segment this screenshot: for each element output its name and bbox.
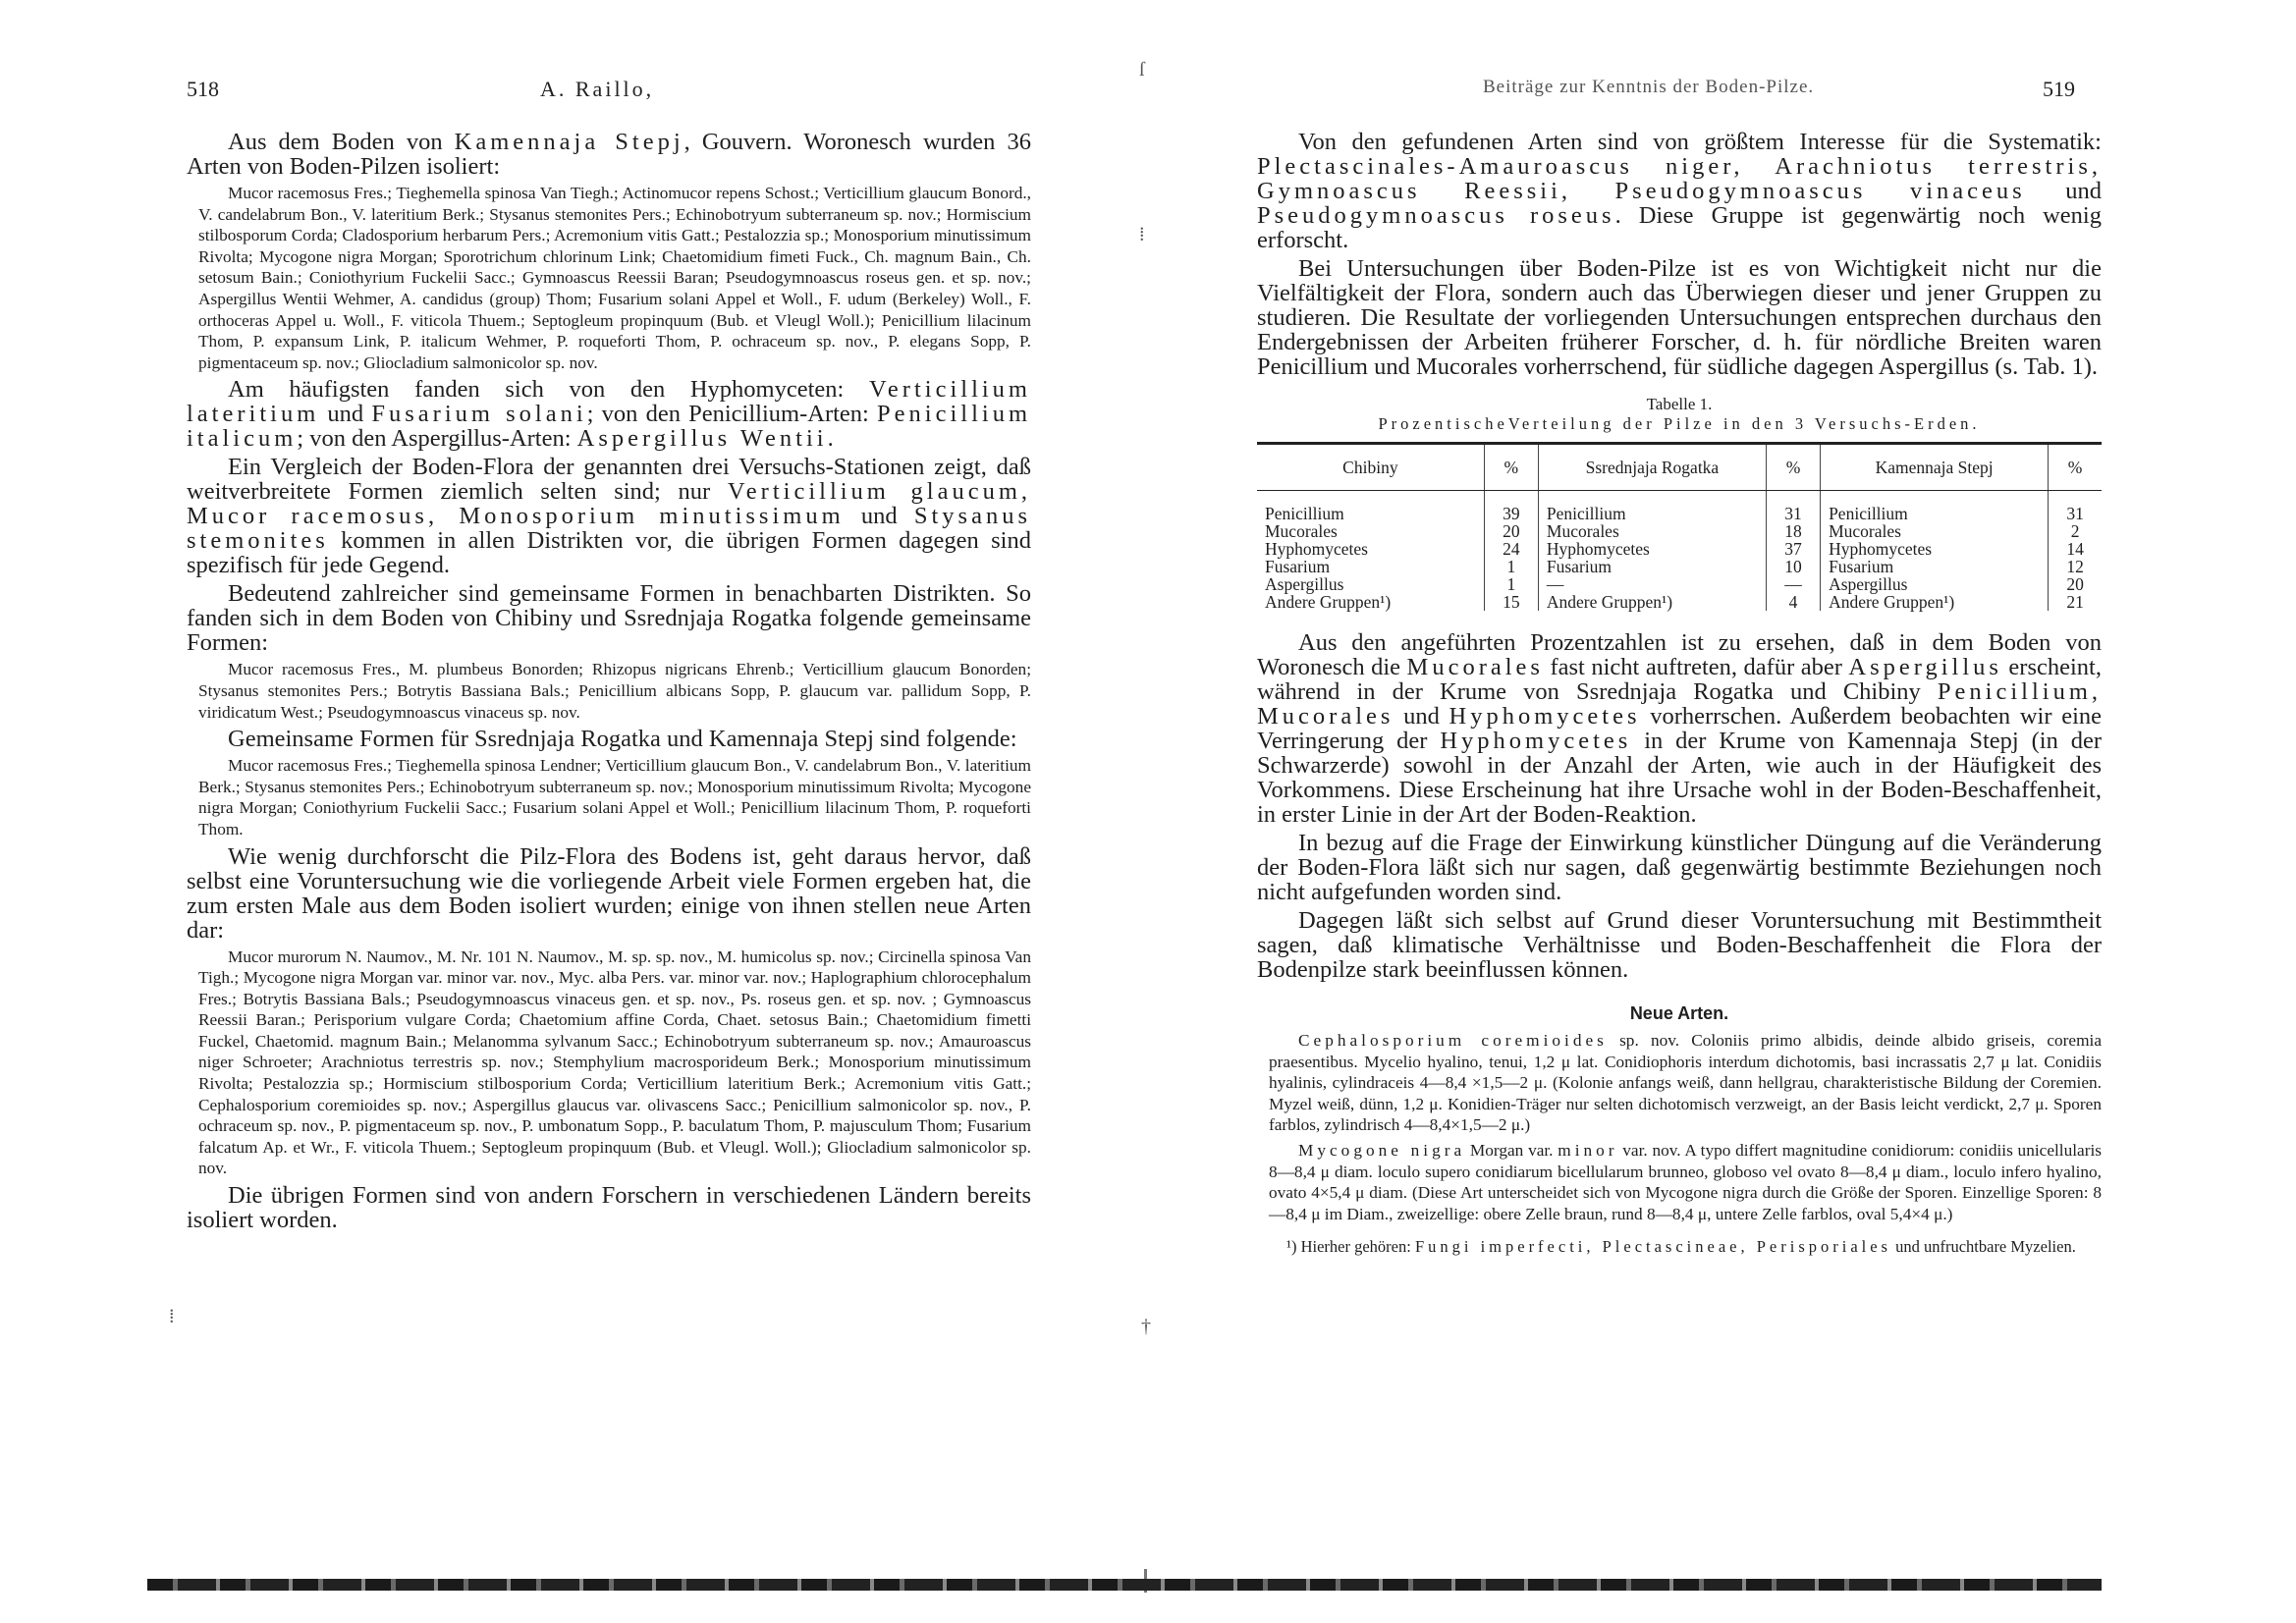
table-cell: — [1766,575,1820,593]
text-run: Aus dem Boden von [228,129,455,155]
text-run: Morgan var. [1465,1140,1558,1160]
table-cell: 31 [1766,491,1820,523]
left-page-number: 518 [187,77,219,101]
spaced-term: minor [1558,1140,1618,1160]
table-header-cell: Chibiny [1257,444,1484,491]
right-top-text [1257,130,2102,379]
table-cell: 31 [2049,491,2102,523]
body-paragraph [187,377,1031,451]
text-run: Wie wenig durchforscht die Pilz-Flora des Bodens ist, geht daraus hervor, daß selbst eine Voruntersuchung wie die vorliegende Arbeit viele Formen ergeben hat, die zum ersten Male aus dem Boden isoliert wurden; einige von ihnen stellen neue Arten dar: [187,842,1031,944]
table-cell: Fusarium [1821,558,2049,575]
table-cell: Penicillium [1538,491,1766,523]
table-header-cell: Ssrednjaja Rogatka [1538,444,1766,491]
table-cell: Fusarium [1265,557,1331,576]
table-cell: 14 [2049,540,2102,558]
spaced-term: Fungi imperfecti, Plectascineae, Perisporiales [1414,1237,1891,1257]
text-run: , Gouvern. Woronesch wurden 36 Arten von Boden-Pilzen isoliert: [187,129,1031,180]
table-cell: Penicillium [1821,491,2049,523]
spaced-term: Mycogone nigra [1298,1140,1466,1160]
text-run: Mucor racemosus Fres., M. plumbeus Bonorden; Rhizopus nigricans Ehrenb.; Verticillium glaucum Bonorden; Stysanus stemonites Pers.; Botrytis Bassiana Bals.; Penicillium albicans Sopp, P. glaucum var. pallidum Sopp, P. viridicatum West.; Pseudogymnoascus vinaceus sp. nov. [198,660,1031,722]
text-run: und [319,401,372,428]
body-paragraph [1257,908,2102,982]
table-cell: Aspergillus [1821,575,2049,593]
left-running-head: A. Raillo, [540,77,655,101]
spaced-term: Cephalosporium coremioides [1298,1031,1608,1050]
text-run: ; von den Aspergillus-Arten: [297,425,577,453]
spaced-term: Verticillium glaucum, Mucor racemosus, Monosporium minutissimum [187,478,1031,530]
text-run: Ein Vergleich der Boden-Flora der genannten drei Versuchs-Stationen zeigt, daß weitverbreitete Formen ziemlich selten sind; nur [187,454,1031,506]
spaced-term: Penicillium, Mucorales [1257,678,2102,730]
species-list-paragraph [1257,1140,2102,1224]
species-list-paragraph [1257,1030,2102,1136]
spaced-term: Fusarium solani [371,401,587,428]
text-run: Bedeutend zahlreicher sind gemeinsame Formen in benachbarten Distrikten. So fanden sich in dem Boden von Chibiny und Ssrednjaja Rogatka folgende gemeinsame Formen: [187,580,1031,657]
text-run: und unfruchtbare Myzelien. [1890,1237,2076,1257]
table-cell: Andere Gruppen¹) [1538,593,1766,611]
margin-mark: † [1141,1316,1151,1337]
table-cell: Fusarium [1538,558,1766,575]
text-run: Mucor murorum N. Naumov., M. Nr. 101 N. Naumov., M. sp. sp. nov., M. humicolus sp. nov.; Circinella spinosa Van Tigh.; Mycogone nigra Morgan var. minor var. nov., Myc. alba Pers. var. minor var. nov.; Haplographium chlorocephalum Fres.; Botrytis Bassiana Bals.; Pseudogymnoascus vinaceus gen. et sp. nov., Ps. roseus gen. et sp. nov. ; Gymnoascus Reessii Baran.; Perisporium vulgare Corda; Chaetomium affine Corda, Chaet. setosus Bain.; Chaetomidium fimetti Fuckel, Chaetomid. magnum Bain.; Melanomma sylvanum Sacc.; Echinobotryum subterraneum sp. nov.; Amauroascus niger Schroeter; Arachniotus terrestris sp. nov.; Stemphylium macrosporideum Berk.; Monosporium minutissimum Rivolta; Pestalozzia sp.; Hormiscium stilbosporium Corda; Verticillium lateritium Berk.; Acremonium vitis Gatt.; Cephalosporium coremioides sp. nov.; Aspergillus glaucus var. olivascens Sacc.; Penicillium salmonicolor sp. nov., P. ochraceum sp. nov., P. pigmentaceum sp. nov., P. umbonatum Sopp., P. baculatum Thom, P. majusculum Thom; Fusarium falcatum Ap. et Wr., F. viticola Thuem.; Septogleum propinquum (Bub. et Vleugl. Woll.); Gliocladium salmonicolor sp. nov. [198,947,1031,1178]
text-run: in der Krume von Kamennaja Stepj (in der Schwarzerde) sowohl in der Anzahl der Arten, wie auch in der Häufigkeit des Vorkommens. Diese Erscheinung hat ihre Ursache wohl in der Boden-Beschaffenheit, in erster Linie in der Art der Boden-Reaktion. [1257,728,2103,828]
table-cell: 10 [1766,558,1820,575]
table-cell: — [1538,575,1766,593]
body-paragraph [1257,256,2102,379]
table-cell: Hyphomycetes [1538,540,1766,558]
spaced-term: Hyphomycetes [1449,703,1641,730]
right-page-number: 519 [2043,77,2075,101]
table-cell: 4 [1766,593,1820,611]
species-list-paragraph [187,183,1031,373]
table-cell: 12 [2049,558,2102,575]
body-paragraph [187,581,1031,655]
table-cell: 2 [2049,522,2102,540]
spaced-term: Mucorales [1406,654,1544,680]
text-run: . [827,425,834,453]
new-species-text [1257,1030,2102,1224]
species-list-paragraph [187,755,1031,839]
table-header-row [1257,444,2102,491]
text-run: Mucor racemosus Fres.; Tieghemella spinosa Van Tiegh.; Actinomucor repens Schost.; Verticillium glaucum Bonord., V. candelabrum Bon., V. lateritium Berk.; Stysanus stemonites Pers.; Echinobotryum subterraneum sp. nov.; Hormiscium stilbosporum Corda; Cladosporium herbarum Pers.; Acremonium vitis Gatt.; Pestalozzia sp.; Monosporium minutissimum Rivolta; Mycogone nigra Morgan; Sporotrichum chlorinum Link; Chaetomidium fimeti Fuck., Ch. magnum Bain., Ch. setosum Bain.; Coniothyrium Fuckelii Sacc.; Gymnoascus Reessii Baran; Pseudogymnoascus roseus gen. et sp. nov.; Aspergillus Wentii Wehmer, A. candidus (group) Thom; Fusarium solani Appel et Woll., F. udum (Berkeley) Woll., F. orthoceras Appel u. Woll., F. viticola Thuem.; Septogleum propinquum (Bub. et Vleugl Woll.); Penicillium lilacinum Thom, P. expansum Link, P. italicum Wehmer, P. roqueforti Thom, P. ochraceum sp. nov., P. elegans Sopp, P. pigmentaceum sp. nov.; Gliocladium salmonicolor sp. nov. [198,184,1031,372]
text-run: Die übrigen Formen sind von andern Forschern in verschiedenen Ländern bereits isoliert worden. [187,1182,1031,1234]
spaced-term: Aspergillus [1848,654,2002,680]
text-run: sp. nov. Coloniis primo albidis, deinde albido griseis, coremia praesentibus. Mycelio hyalino, tenui, 1,2 μ lat. Conidiophoris interdum dichotomis, basi incrassatis 2,7 μ lat. Conidiis hyalinis, cylindraceis 4—8,4 ×1,5—2 μ. (Kolonie anfangs weiß, dann hellgrau, charakteristische Bildung der Coremien. Myzel weiß, dünn, 1,2 μ. Konidien-Träger nur selten dichotomisch verzweigt, an der Basis leicht verdickt, 2,7 μ. Sporen farblos, zylindrisch 4—8,4×1,5—2 μ.) [1269,1031,2103,1135]
table-row [1257,540,2102,558]
table-header-cell: % [1766,444,1820,491]
table-cell: Mucorales [1821,522,2049,540]
spaced-term: Plectascinales-Amauroascus niger, Arachniotus terrestris, Gymnoascus Reessii, Pseudogymnoascus vinaceus [1257,153,2102,204]
table-row [1257,593,2102,611]
text-run: und [2025,178,2103,204]
right-running-head: Beiträge zur Kenntnis der Boden-Pilze. [1483,77,1815,97]
body-paragraph [1257,130,2102,252]
table-cell: 20 [1484,522,1538,540]
body-paragraph [1257,630,2102,827]
text-run: Von den gefundenen Arten sind von größtem Interesse für die Systematik: [1298,129,2102,155]
scan-edge-bar [147,1579,2102,1591]
table-cell: 21 [2049,593,2102,611]
spaced-term: Penicillium italicum [187,401,1031,453]
body-paragraph [187,727,1031,751]
table-cell: 39 [1484,491,1538,523]
table-row [1257,558,2102,575]
species-list-paragraph [187,947,1031,1180]
table-cell: Andere Gruppen¹) [1265,592,1392,612]
text-run: und [844,503,914,530]
right-page-body [1257,126,2102,1257]
table-cell: Andere Gruppen¹) [1821,593,2049,611]
table-row [1257,575,2102,593]
table-row [1257,522,2102,540]
spaced-term: Aspergillus Wentii [576,425,828,453]
text-run: Bei Untersuchungen über Boden-Pilze ist es von Wichtigkeit nicht nur die Vielfältigkeit der Flora, sondern auch das Überwiegen dieser und jener Gruppen zu studieren. Die Resultate der vorliegenden Untersuchungen entsprechen durchaus den Endergebnissen der Arbeiten früherer Forscher, d. h. für nördliche Breiten waren Penicillium und Mucorales vorherrschend, für südliche dagegen Aspergillus (s. Tab. 1). [1257,255,2102,380]
footnote [1257,1236,2102,1257]
table-cell: Hyphomycetes [1265,539,1368,559]
table-cell: Mucorales [1265,521,1338,541]
text-run: Am häufigsten fanden sich von den Hyphomyceten: [228,376,869,404]
text-run: erscheint, während in der Krume von Ssrednjaja Rogatka und Chibiny [1257,654,2102,705]
margin-mark: ſ [1139,59,1145,81]
table-cell: Mucorales [1538,522,1766,540]
table-subtitle: ProzentischeVerteilung der Pilze in den 3 Versuchs-Erden. [1378,414,1981,433]
table-caption: Tabelle 1. [1646,395,1713,413]
body-paragraph [1257,831,2102,904]
table-cell: 1 [1484,558,1538,575]
table-cell: 18 [1766,522,1820,540]
body-paragraph [187,1183,1031,1232]
table-header-cell: Kamennaja Stepj [1821,444,2049,491]
text-run: fast nicht auftreten, dafür aber [1543,654,1849,680]
margin-mark: ⁞ [1139,224,1145,245]
spaced-term: Stysanus stemonites [187,503,1031,555]
table-header-cell: % [1484,444,1538,491]
text-run: Dagegen läßt sich selbst auf Grund dieser Voruntersuchung mit Bestimmtheit sagen, daß klimatische Verhältnisse und Boden-Beschaffenheit die Flora der Bodenpilze stark beeinflussen können. [1257,907,2102,983]
spaced-term: Hyphomycetes [1440,728,1632,754]
text-run: var. nov. A typo differt magnitudine conidiorum: conidiis unicellularis 8—8,4 μ diam. loculo supero conidiarum bicellularum brunneo, globoso vel ovato 8—8,4 μ diam., loculo infero hyalino, ovato 4×5,4 μ diam. (Diese Art unterscheidet sich von Mycogone nigra durch die Größe der Sporen. Einzellige Sporen: 8—8,4 μ im Diam., zweizellige: obere Zelle braun, rund 8—8,4 μ, untere Zelle farblos, oval 5,4×4 μ.) [1269,1140,2102,1223]
table-cell: Aspergillus [1265,574,1344,594]
body-paragraph [187,130,1031,179]
table-cell: Hyphomycetes [1821,540,2049,558]
table-cell: 20 [2049,575,2102,593]
new-species-heading: Neue Arten. [1629,1003,1729,1023]
table-cell: 24 [1484,540,1538,558]
spaced-term: Pseudogymnoascus roseus [1257,202,1615,229]
body-paragraph [187,455,1031,577]
left-page-body [187,126,1031,1232]
text-run: . Diese Gruppe ist gegenwärtig noch wenig erforscht. [1257,202,2102,253]
text-run: vorherrschen. Außerdem beobachten wir eine Verringerung der [1257,703,2103,754]
table-row [1257,491,2102,523]
species-list-paragraph [187,659,1031,723]
text-run: Mucor racemosus Fres.; Tieghemella spinosa Lendner; Verticillium glaucum Bon., V. candelabrum Bon., V. lateritium Berk.; Stysanus stemonites Pers.; Echinobotryum subterraneum sp. nov.; Monosporium minutissimum Rivolta; Mycogone nigra Morgan; Coniothyrium Fuckelii Sacc.; Fusarium solani Appel et Woll.; Penicillium lilacinum Thom, P. roqueforti Thom. [198,756,1031,839]
spaced-term: Verticillium lateritium [187,376,1031,428]
distribution-table [1257,442,2102,611]
table-header-cell: % [2049,444,2102,491]
text-run: kommen in allen Distrikten vor, die übrigen Formen dagegen sind spezifisch für jede Gegend. [187,527,1031,579]
text-run: ¹) Hierher gehören: [1286,1237,1415,1257]
text-run: In bezug auf die Frage der Einwirkung künstlicher Düngung auf die Veränderung der Boden-Flora läßt sich nur sagen, daß gegenwärtig bestimmte Beziehungen noch nicht aufgefunden worden sind. [1257,830,2102,905]
table-cell: 37 [1766,540,1820,558]
body-paragraph [187,844,1031,943]
table-cell: 1 [1484,575,1538,593]
right-mid-text [1257,630,2102,982]
table-cell: 15 [1484,593,1538,611]
margin-mark: ⁞ [169,1306,175,1327]
text-run: Gemeinsame Formen für Ssrednjaja Rogatka und Kamennaja Stepj sind folgende: [228,726,1017,753]
text-run: ; von den Penicillium-Arten: [586,401,878,428]
table-cell: Penicillium [1265,504,1344,523]
text-run: und [1394,703,1449,730]
text-run: Aus den angeführten Prozentzahlen ist zu ersehen, daß in dem Boden von Woronesch die [1257,629,2102,680]
spaced-term: Kamennaja Stepj [454,129,684,155]
